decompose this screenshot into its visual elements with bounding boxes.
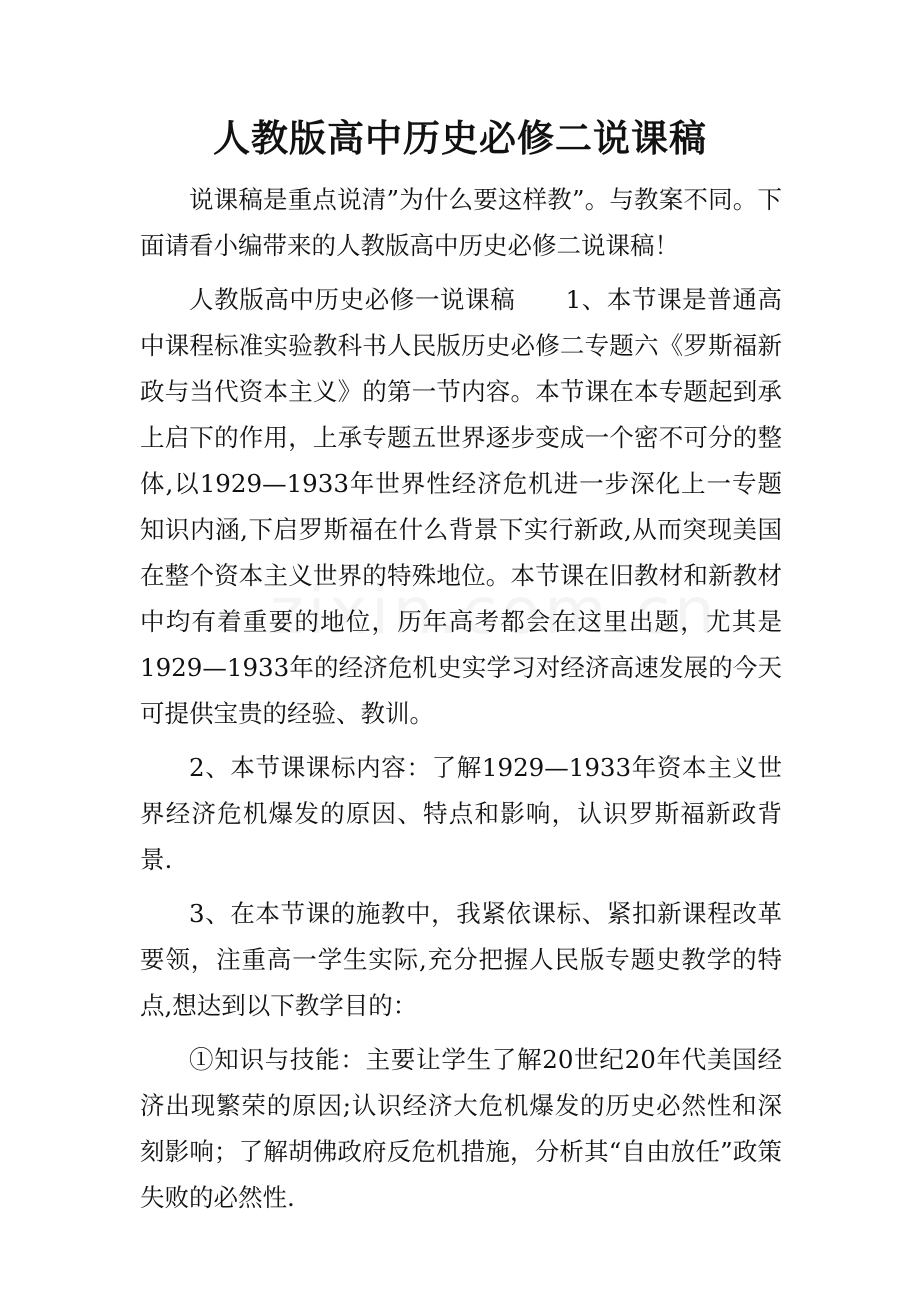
paragraph-section-1: 人教版高中历史必修一说课稿 1、本节课是普通高中课程标准实验教科书人民版历史必修二专题六《罗斯福新政与当代资本主义》的第一节内容。本节课在本专题起到承上启下的作用，上承专题五世界逐步变成一个密不可分的整体,以1929—1933年世界性经济危机进一步深化上一专题知识内涵,下启罗斯福在什么背景下实行新政,从而突现美国在整个资本主义世界的特殊地位。本节课在旧教材和新教材中均有着重要的地位，历年高考都会在这里出题，尤其是1929—1933年的经济危机史实学习对经济高速发展的今天可提供宝贵的经验、教训。 <box>140 285 782 728</box>
paragraph-intro: 说课稿是重点说清”为什么要这样教”。与教案不同。下面请看小编带来的人教版高中历史必修二说课稿！ <box>140 185 782 260</box>
paragraph-knowledge-skills: ①知识与技能：主要让学生了解20世纪20年代美国经济出现繁荣的原因;认识经济大危机爆发的历史必然性和深刻影响；了解胡佛政府反危机措施，分析其“自由放任”政策失败的必然性. <box>140 1045 782 1212</box>
paragraph-section-2: 2、本节课课标内容：了解1929—1933年资本主义世界经济危机爆发的原因、特点和影响，认识罗斯福新政背景. <box>140 753 782 874</box>
document-body <box>140 177 782 1229</box>
document-title: 人教版高中历史必修二说课稿 <box>213 116 707 160</box>
paragraph-section-3: 3、在本节课的施教中，我紧依课标、紧扣新课程改革要领，注重高一学生实际,充分把握人民版专题史教学的特点,想达到以下教学目的： <box>140 899 782 1020</box>
